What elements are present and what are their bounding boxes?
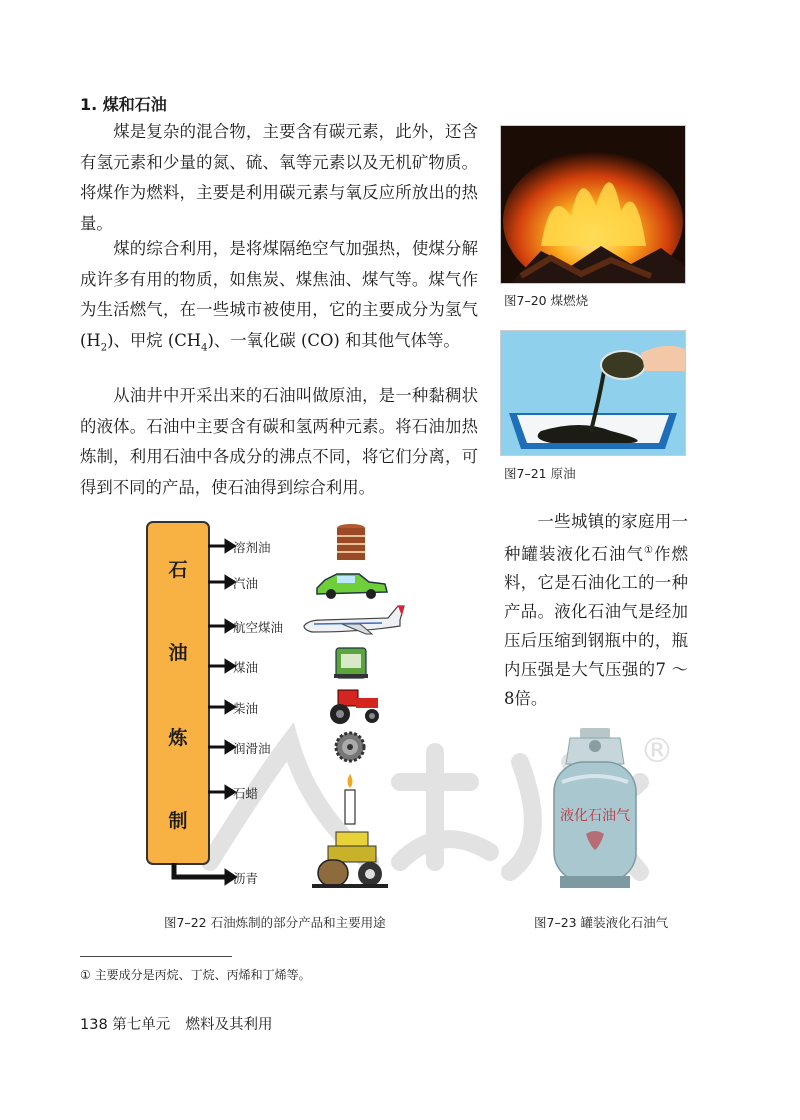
refining-diagram-arrows bbox=[140, 520, 460, 900]
figure-caption-7-23: 图7–23 罐装液化石油气 bbox=[534, 915, 669, 930]
paragraph-coal: 煤是复杂的混合物，主要含有碳元素，此外，还含有氢元素和少量的氮、硫、氧等元素以及无机矿物质。将煤作为燃料，主要是利用碳元素与氧反应所放出的热量。 bbox=[80, 122, 478, 233]
column-char-3: 炼 bbox=[168, 727, 188, 749]
column-char-2: 油 bbox=[168, 642, 188, 664]
paragraph-lpg: 一些城镇的家庭用一种罐装液化石油气①作燃料，它是石油化工的一种产品。液化石油气是经加压后压缩到钢瓶中的，瓶内压强是大气压强的7 ～ 8倍。 bbox=[504, 512, 689, 709]
cylinder-label: 液化石油气 bbox=[560, 808, 630, 824]
crude-oil-photo bbox=[500, 330, 686, 456]
figure-caption-7-22: 图7–22 石油炼制的部分产品和主要用途 bbox=[164, 915, 386, 930]
registered-mark: ® bbox=[640, 731, 674, 771]
figure-caption-7-20: 图7–20 煤燃烧 bbox=[504, 293, 589, 308]
gear-icon bbox=[336, 733, 364, 761]
product-label-paraffin: 石蜡 bbox=[233, 786, 259, 801]
page-number: 138 bbox=[80, 1017, 108, 1033]
candle-icon bbox=[345, 774, 355, 824]
coal-fire-photo bbox=[500, 125, 686, 284]
car-icon bbox=[317, 574, 387, 599]
kerosene-stove-icon bbox=[334, 648, 368, 678]
column-char-1: 石 bbox=[168, 559, 188, 581]
product-label-solvent: 溶剂油 bbox=[233, 540, 271, 555]
road-roller-icon bbox=[312, 832, 388, 888]
product-label-jet-fuel: 航空煤油 bbox=[233, 620, 284, 635]
section-heading: 1. 煤和石油 bbox=[80, 95, 167, 114]
figure-caption-7-21: 图7–21 原油 bbox=[504, 466, 576, 481]
solvent-drums-icon bbox=[337, 524, 365, 560]
footnote: ① 主要成分是丙烷、丁烷、丙烯和丁烯等。 bbox=[80, 968, 311, 982]
product-label-asphalt: 沥青 bbox=[233, 871, 259, 886]
product-label-diesel: 柴油 bbox=[233, 701, 259, 716]
tractor-icon bbox=[330, 690, 379, 724]
column-char-4: 制 bbox=[168, 810, 188, 832]
product-label-lubricant: 润滑油 bbox=[233, 741, 271, 756]
footnote-divider bbox=[80, 956, 232, 957]
lpg-cylinder-image bbox=[540, 724, 650, 894]
unit-title: 燃料及其利用 bbox=[185, 1017, 273, 1033]
product-label-gasoline: 汽油 bbox=[233, 576, 259, 591]
page-footer bbox=[80, 1013, 273, 1034]
product-label-kerosene: 煤油 bbox=[233, 660, 259, 675]
paragraph-coal-utilization: 煤的综合利用，是将煤隔绝空气加强热，使煤分解成许多有用的物质，如焦炭、煤焦油、煤气等。煤气作为生活燃气，在一些城市被使用，它的主要成分为氢气$(H_2)$、甲烷 $(CH_4)$、一氧化碳 (CO) 和其他气体等。 bbox=[80, 239, 478, 353]
unit-label: 第七单元 bbox=[112, 1017, 171, 1033]
airplane-icon bbox=[304, 606, 404, 634]
paragraph-petroleum: 从油井中开采出来的石油叫做原油，是一种黏稠状的液体。石油中主要含有碳和氢两种元素。将石油加热炼制，利用石油中各成分的沸点不同，将它们分离，可得到不同的产品，使石油得到综合利用。 bbox=[80, 386, 478, 497]
